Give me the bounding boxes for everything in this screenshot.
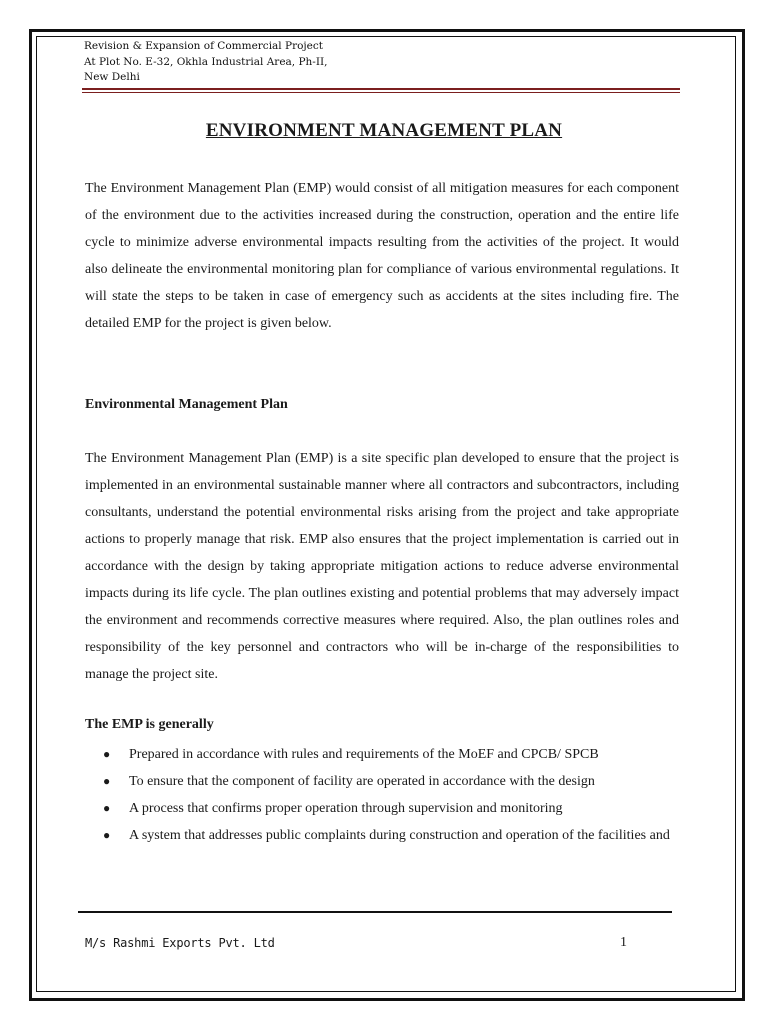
emp-bullet-list [85,741,679,849]
header-rule [82,88,680,90]
header-line-3: New Delhi [84,71,140,83]
header-rule-thin [82,92,680,93]
header-line-1: Revision & Expansion of Commercial Project [84,40,323,52]
intro-paragraph: The Environment Management Plan (EMP) would consist of all mitigation measures for each component of the environment due to the activities increased during the construction, operation and the entire life cycle to minimize adverse environmental impacts resulting from the activities of the project. It would also delineate the environmental monitoring plan for compliance of various environmental regulations. It will state the steps to be taken in case of emergency such as accidents at the sites including fire. The detailed EMP for the project is given below. [85,181,679,331]
list-item [85,795,679,822]
page-number: 1 [620,935,627,950]
list-item [85,768,679,795]
list-item-text: To ensure that the component of facility are operated in accordance with the design [129,774,595,789]
section-heading: Environmental Management Plan [85,397,288,412]
page-title: ENVIRONMENT MANAGEMENT PLAN [205,120,563,141]
footer-company: M/s Rashmi Exports Pvt. Ltd [85,936,275,950]
bullet-icon: ● [103,828,111,842]
bullet-icon: ● [103,801,111,815]
footer-rule [78,911,672,913]
bullet-icon: ● [103,747,111,761]
bullet-icon: ● [103,774,111,788]
list-heading: The EMP is generally [85,717,214,732]
page-header [84,39,327,86]
list-item-text: Prepared in accordance with rules and requirements of the MoEF and CPCB/ SPCB [129,747,599,762]
section-paragraph: The Environment Management Plan (EMP) is a site specific plan developed to ensure that the project is implemented in an environmental sustainable manner where all contractors and subcontractors, including consultants, understand the potential environmental risks arising from the project and take appropriate actions to properly manage that risk. EMP also ensures that the project implementation is carried out in accordance with the design by taking appropriate mitigation actions to reduce adverse environmental impacts during its life cycle. The plan outlines existing and potential problems that may adversely impact the environment and recommends corrective measures where required. Also, the plan outlines roles and responsibility of the key personnel and contractors who will be in-charge of the responsibilities to manage the project site. [85,451,679,682]
list-item [85,822,679,849]
header-line-2: At Plot No. E-32, Okhla Industrial Area, Ph-II, [84,55,328,68]
list-item [85,741,679,768]
list-item-text: A process that confirms proper operation through supervision and monitoring [129,801,563,816]
list-item-text: A system that addresses public complaints during construction and operation of the facilities and [129,828,670,843]
